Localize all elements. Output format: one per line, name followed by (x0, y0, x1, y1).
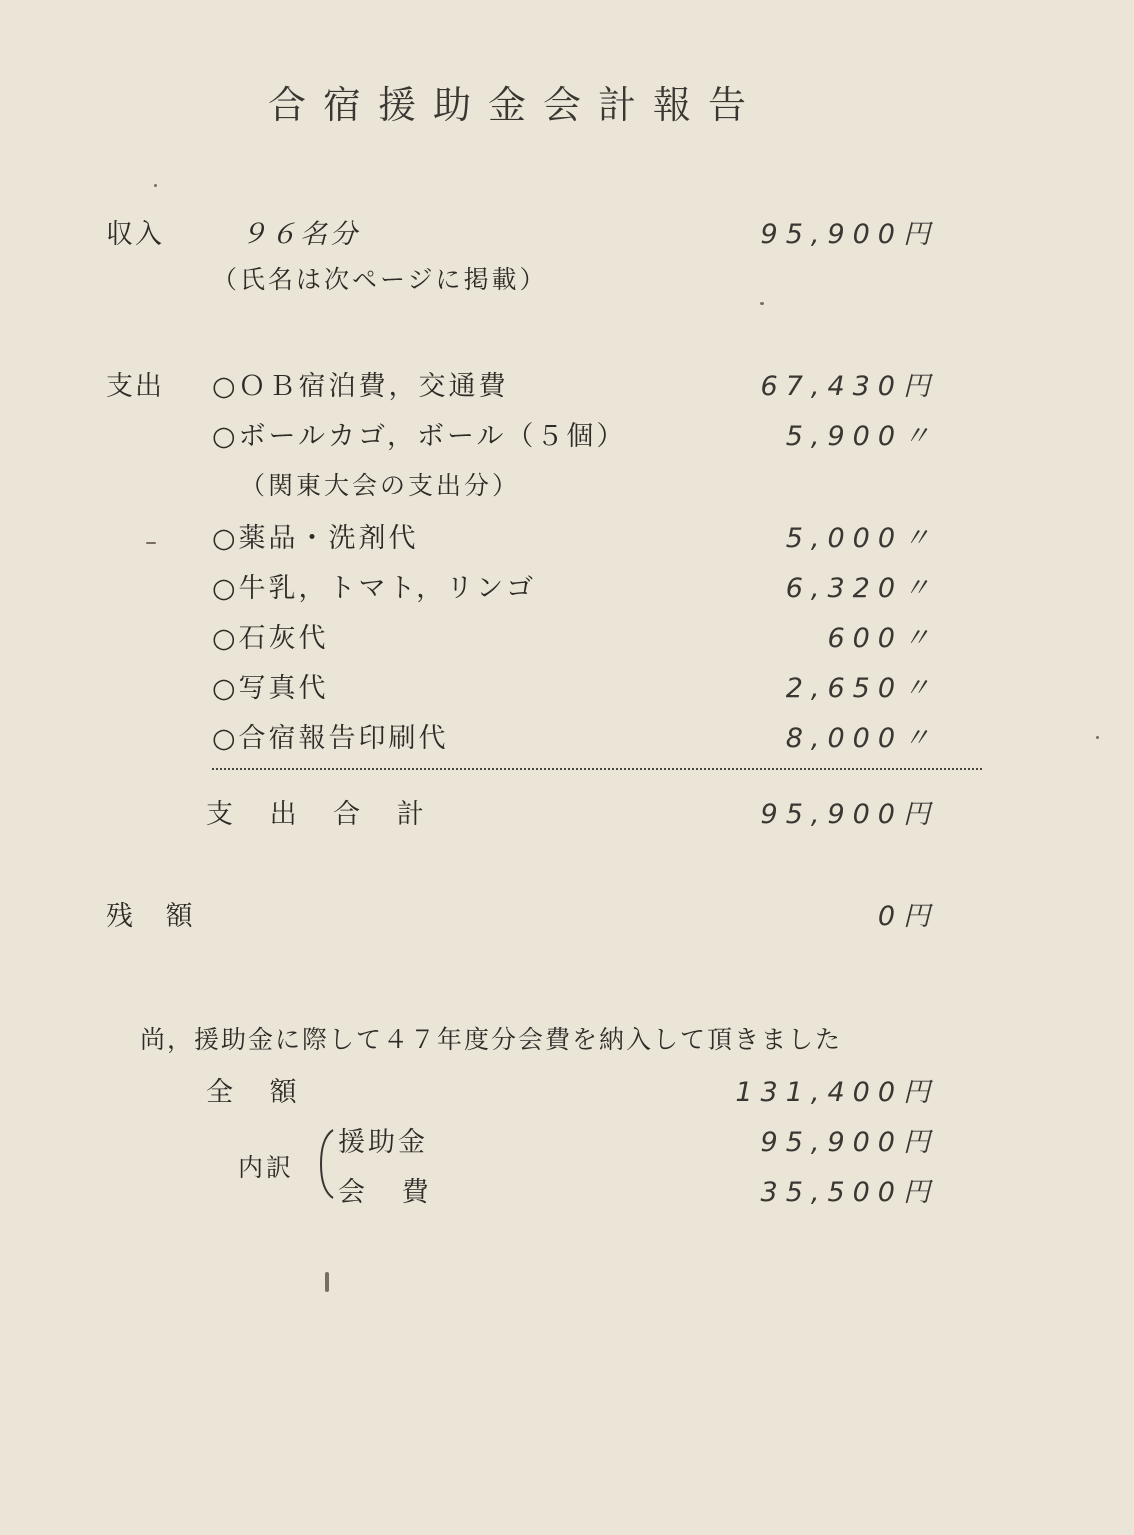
income-item: ９６名分 (240, 219, 360, 250)
breakdown-item-name: 援助金 (338, 1127, 428, 1158)
paper-speck (154, 184, 157, 187)
balance-label: 残 額 (106, 901, 205, 932)
full-amount-label: 全 額 (206, 1077, 311, 1108)
income-note: （氏名は次ページに掲載） (212, 265, 548, 294)
breakdown-label: 内訳 (238, 1153, 295, 1182)
expense-item-amount: 5,000〃 (785, 523, 938, 554)
expenses-label: 支出 (106, 371, 164, 402)
document-title: 合宿援助金会計報告 (268, 83, 764, 127)
breakdown-item-name: 会 費 (338, 1177, 443, 1208)
expense-item-name: ○薬品・洗剤代 (212, 523, 419, 554)
expense-item-name: ○石灰代 (212, 623, 329, 654)
breakdown-bracket (317, 1128, 335, 1200)
expenses-total-label: 支 出 合 計 (206, 799, 438, 830)
dotted-divider (212, 768, 982, 770)
balance-amount: 0円 (877, 901, 938, 932)
paper-speck (760, 302, 764, 305)
expenses-total-amount: 95,900円 (760, 799, 938, 830)
expense-item-amount: 8,000〃 (785, 723, 938, 754)
full-amount-value: 131,400円 (735, 1077, 938, 1108)
breakdown-item-amount: 95,900円 (760, 1127, 938, 1158)
expense-item-name: ○ボールカゴ，ボール（５個） (212, 421, 627, 452)
expense-item-name: ○写真代 (212, 673, 329, 704)
expense-item-amount: 2,650〃 (785, 673, 938, 704)
expense-item-name: ○合宿報告印刷代 (212, 723, 449, 754)
expense-item-amount: 600〃 (827, 623, 938, 654)
income-label: 収入 (106, 219, 164, 250)
expense-item-amount: 6,320〃 (785, 573, 938, 604)
breakdown-item-amount: 35,500円 (760, 1177, 938, 1208)
expense-item-amount: 67,430円 (760, 371, 938, 402)
paper-speck (325, 1272, 329, 1292)
expense-item-name: ○牛乳，トマト，リンゴ (212, 573, 537, 604)
paper-speck (1096, 736, 1099, 739)
expense-item-name: ○ＯＢ宿泊費，交通費 (212, 371, 509, 402)
income-amount: 95,900円 (760, 219, 938, 250)
membership-note: 尚，援助金に際して４７年度分会費を納入して頂きました (140, 1025, 843, 1054)
paper-speck (146, 542, 156, 544)
expense-item-amount: 5,900〃 (785, 421, 938, 452)
expense-item-note: （関東大会の支出分） (240, 471, 521, 500)
